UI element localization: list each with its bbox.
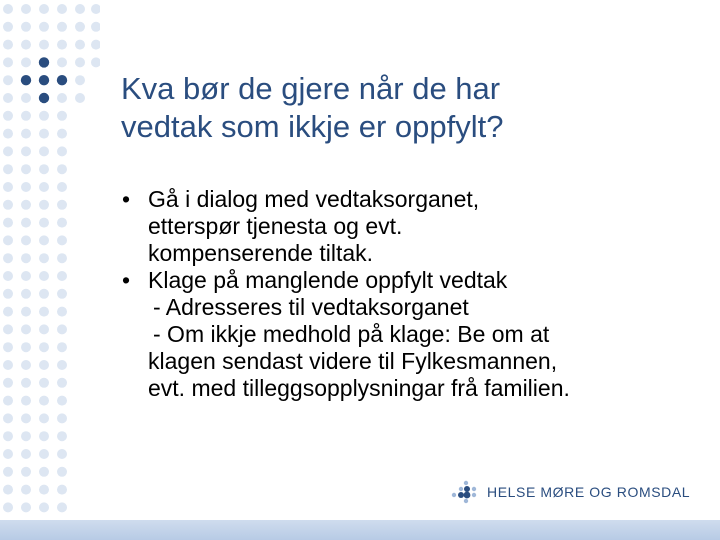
bottom-bar: [0, 520, 720, 540]
bullet-marker: •: [122, 267, 131, 293]
slide-title: [121, 70, 681, 146]
decorative-dot-grid: [0, 0, 100, 520]
dot-cluster-logo-icon: [450, 480, 482, 506]
helse-more-og-romsdal-logo: [450, 480, 691, 506]
sub-item-text: - Om ikkje medhold på klage: Be om at: [153, 321, 550, 347]
bullet-item: [122, 267, 692, 402]
sub-item-text: - Adresseres til vedtaksorganet: [153, 294, 469, 320]
title-line: Kva bør de gjere når de har: [121, 71, 501, 106]
bullet-text: kompenserende tiltak.: [148, 240, 374, 266]
logo-text: HELSE MØRE OG ROMSDAL: [487, 484, 691, 500]
bullet-item: [122, 186, 692, 267]
bullet-text: etterspør tjenesta og evt.: [148, 213, 403, 239]
sub-item-text: evt. med tilleggsopplysningar frå familien.: [148, 375, 570, 401]
title-line: vedtak som ikkje er oppfylt?: [121, 109, 504, 144]
sub-item-text: klagen sendast videre til Fylkesmannen,: [148, 348, 558, 374]
bullet-text: Klage på manglende oppfylt vedtak: [148, 267, 508, 293]
slide-body: [122, 186, 692, 402]
bullet-marker: •: [122, 186, 131, 212]
bullet-text: Gå i dialog med vedtaksorganet,: [148, 186, 480, 212]
